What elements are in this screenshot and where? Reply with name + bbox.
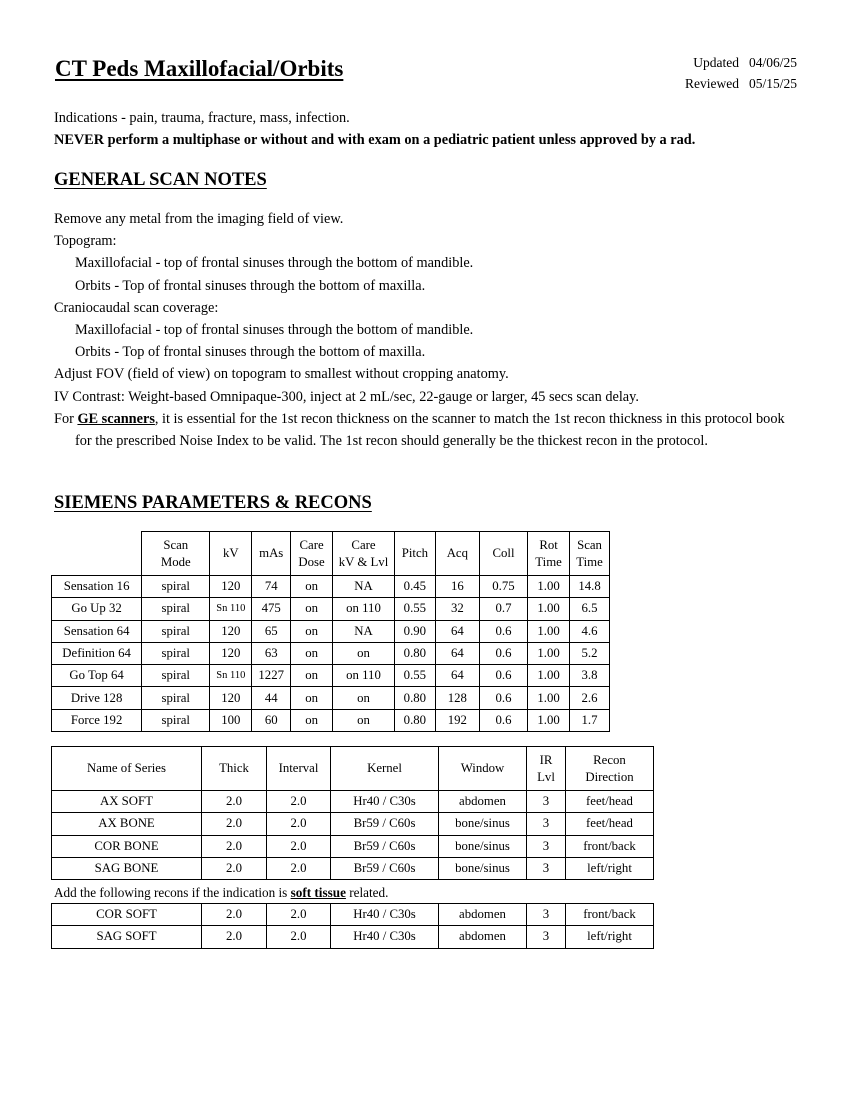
- note-remove-metal: Remove any metal from the imaging field of view.: [54, 211, 344, 227]
- updated-date: 04/06/25: [748, 55, 797, 70]
- cell-scanner: Go Top 64: [52, 665, 142, 687]
- cell-kv: 100: [210, 709, 252, 731]
- cell-coll: 0.6: [479, 620, 527, 642]
- cell-care_dose: on: [291, 642, 333, 664]
- header-window: Window: [439, 747, 527, 791]
- cell-care_kv: on 110: [333, 665, 395, 687]
- soft-tissue-recons-table: [51, 903, 654, 949]
- cell-name: AX SOFT: [52, 791, 202, 813]
- header-acq: Acq: [435, 532, 479, 576]
- cell-care_dose: on: [291, 620, 333, 642]
- parameters-row: [52, 576, 610, 598]
- header-mas: mAs: [252, 532, 291, 576]
- soft-tissue-emphasis: soft tissue: [290, 885, 346, 900]
- cell-ir: 3: [527, 857, 566, 879]
- cell-thick: 2.0: [202, 926, 267, 948]
- cell-mode: spiral: [142, 642, 210, 664]
- cell-acq: 64: [435, 665, 479, 687]
- soft-tissue-recon-row: [52, 926, 654, 948]
- header-ir-level: IR Lvl: [527, 747, 566, 791]
- intro-block: [54, 107, 797, 151]
- cell-window: abdomen: [439, 904, 527, 926]
- cell-time: 3.8: [570, 665, 610, 687]
- cell-care_kv: on: [333, 709, 395, 731]
- cell-window: abdomen: [439, 926, 527, 948]
- cell-thick: 2.0: [202, 857, 267, 879]
- updated-label: Updated: [693, 55, 739, 70]
- cell-time: 2.6: [570, 687, 610, 709]
- cell-mode: spiral: [142, 598, 210, 620]
- cell-mode: spiral: [142, 687, 210, 709]
- cell-window: abdomen: [439, 791, 527, 813]
- cell-mas: 1227: [252, 665, 291, 687]
- cell-time: 5.2: [570, 642, 610, 664]
- parameters-row: [52, 620, 610, 642]
- cell-mode: spiral: [142, 576, 210, 598]
- cell-kv: 120: [210, 576, 252, 598]
- parameters-row: [52, 665, 610, 687]
- cell-mas: 65: [252, 620, 291, 642]
- cell-acq: 64: [435, 620, 479, 642]
- note-topogram-maxillofacial: Maxillofacial - top of frontal sinuses through the bottom of mandible.: [75, 255, 474, 272]
- cell-kv: Sn 110: [210, 598, 252, 620]
- cell-scanner: Force 192: [52, 709, 142, 731]
- cell-coll: 0.7: [479, 598, 527, 620]
- parameters-row: [52, 709, 610, 731]
- cell-care_dose: on: [291, 576, 333, 598]
- header-scan-mode: Scan Mode: [142, 532, 210, 576]
- recon-row: [52, 791, 654, 813]
- cell-care_dose: on: [291, 665, 333, 687]
- cell-pitch: 0.45: [394, 576, 435, 598]
- cell-pitch: 0.90: [394, 620, 435, 642]
- cell-kernel: Hr40 / C30s: [331, 904, 439, 926]
- cell-window: bone/sinus: [439, 813, 527, 835]
- header-thick: Thick: [202, 747, 267, 791]
- cell-dir: left/right: [566, 857, 654, 879]
- header-scan-time: Scan Time: [570, 532, 610, 576]
- cell-kv: 120: [210, 620, 252, 642]
- cell-care_dose: on: [291, 687, 333, 709]
- recon-row: [52, 813, 654, 835]
- cell-dir: left/right: [566, 926, 654, 948]
- cell-pitch: 0.80: [394, 709, 435, 731]
- cell-interval: 2.0: [267, 857, 331, 879]
- cell-name: COR BONE: [52, 835, 202, 857]
- cell-kernel: Br59 / C60s: [331, 813, 439, 835]
- header-blank-cell: [52, 532, 142, 576]
- cell-mas: 475: [252, 598, 291, 620]
- recons-body: [52, 791, 654, 880]
- note-coverage-orbits: Orbits - Top of frontal sinuses through the bottom of maxilla.: [75, 344, 426, 361]
- parameters-body: [52, 576, 610, 732]
- cell-care_kv: on: [333, 687, 395, 709]
- cell-acq: 192: [435, 709, 479, 731]
- cell-scanner: Sensation 16: [52, 576, 142, 598]
- siemens-recons-table: [51, 746, 654, 880]
- cell-coll: 0.75: [479, 576, 527, 598]
- header-interval: Interval: [267, 747, 331, 791]
- cell-rot: 1.00: [528, 598, 570, 620]
- cell-window: bone/sinus: [439, 857, 527, 879]
- cell-pitch: 0.80: [394, 687, 435, 709]
- cell-kv: 120: [210, 687, 252, 709]
- revision-dates: [685, 52, 797, 94]
- multiphase-warning: NEVER perform a multiphase or without and with exam on a pediatric patient unless approved by a rad.: [54, 132, 696, 149]
- cell-kernel: Hr40 / C30s: [331, 791, 439, 813]
- header-pitch: Pitch: [394, 532, 435, 576]
- cell-mas: 63: [252, 642, 291, 664]
- cell-coll: 0.6: [479, 687, 527, 709]
- cell-interval: 2.0: [267, 813, 331, 835]
- cell-scanner: Drive 128: [52, 687, 142, 709]
- cell-kernel: Br59 / C60s: [331, 835, 439, 857]
- cell-ir: 3: [527, 813, 566, 835]
- recon-row: [52, 835, 654, 857]
- cell-rot: 1.00: [528, 687, 570, 709]
- cell-ir: 3: [527, 926, 566, 948]
- cell-coll: 0.6: [479, 642, 527, 664]
- cell-care_dose: on: [291, 709, 333, 731]
- cell-time: 4.6: [570, 620, 610, 642]
- cell-ir: 3: [527, 904, 566, 926]
- cell-coll: 0.6: [479, 709, 527, 731]
- note-ge-scanners: [54, 408, 797, 452]
- cell-pitch: 0.80: [394, 642, 435, 664]
- header-kernel: Kernel: [331, 747, 439, 791]
- parameters-row: [52, 687, 610, 709]
- soft-tissue-recons-body: [52, 904, 654, 949]
- ge-rest: , it is essential for the 1st recon thickness on the scanner to match the 1st recon thickness in this protocol book for the prescribed Noise Index to be valid. The 1st recon should generally be the thickest recon in the protocol.: [75, 410, 785, 450]
- cell-name: SAG SOFT: [52, 926, 202, 948]
- cell-rot: 1.00: [528, 642, 570, 664]
- cell-kernel: Br59 / C60s: [331, 857, 439, 879]
- header-care-kv: Care kV & Lvl: [333, 532, 395, 576]
- cell-thick: 2.0: [202, 813, 267, 835]
- cell-ir: 3: [527, 835, 566, 857]
- ge-prefix: For: [54, 410, 78, 427]
- cell-mode: spiral: [142, 620, 210, 642]
- note-topogram-label: Topogram:: [54, 233, 117, 250]
- header-coll: Coll: [479, 532, 527, 576]
- cell-rot: 1.00: [528, 709, 570, 731]
- cell-ir: 3: [527, 791, 566, 813]
- siemens-heading: SIEMENS PARAMETERS & RECONS: [54, 493, 372, 513]
- cell-mas: 74: [252, 576, 291, 598]
- cell-time: 14.8: [570, 576, 610, 598]
- cell-care_kv: on 110: [333, 598, 395, 620]
- soft-tissue-note: Add the following recons if the indication is soft tissue related.: [54, 885, 389, 900]
- cell-kv: 120: [210, 642, 252, 664]
- cell-mode: spiral: [142, 709, 210, 731]
- cell-rot: 1.00: [528, 620, 570, 642]
- note-coverage-label: Craniocaudal scan coverage:: [54, 299, 219, 316]
- cell-dir: front/back: [566, 904, 654, 926]
- header-kv: kV: [210, 532, 252, 576]
- cell-care_kv: NA: [333, 620, 395, 642]
- cell-kernel: Hr40 / C30s: [331, 926, 439, 948]
- cell-mas: 60: [252, 709, 291, 731]
- cell-rot: 1.00: [528, 576, 570, 598]
- cell-time: 1.7: [570, 709, 610, 731]
- ge-scanners-emphasis: GE scanners: [77, 410, 155, 427]
- recons-header-row: [52, 747, 654, 791]
- note-topogram-orbits: Orbits - Top of frontal sinuses through the bottom of maxilla.: [75, 277, 426, 294]
- header-rot-time: Rot Time: [528, 532, 570, 576]
- siemens-parameters-table: [51, 531, 610, 732]
- parameters-row: [52, 642, 610, 664]
- parameters-header-row: [52, 532, 610, 576]
- cell-dir: front/back: [566, 835, 654, 857]
- cell-coll: 0.6: [479, 665, 527, 687]
- cell-scanner: Sensation 64: [52, 620, 142, 642]
- reviewed-label: Reviewed: [685, 76, 739, 91]
- parameters-row: [52, 598, 610, 620]
- header-recon-direction: Recon Direction: [566, 747, 654, 791]
- cell-care_dose: on: [291, 598, 333, 620]
- cell-dir: feet/head: [566, 813, 654, 835]
- cell-dir: feet/head: [566, 791, 654, 813]
- cell-interval: 2.0: [267, 835, 331, 857]
- indications-text: Indications - pain, trauma, fracture, mass, infection.: [54, 110, 350, 126]
- updated-row: [685, 52, 797, 73]
- note-fov: Adjust FOV (field of view) on topogram to smallest without cropping anatomy.: [54, 366, 509, 383]
- header-care-dose: Care Dose: [291, 532, 333, 576]
- cell-acq: 128: [435, 687, 479, 709]
- header-series-name: Name of Series: [52, 747, 202, 791]
- note-iv-contrast: IV Contrast: Weight-based Omnipaque-300, inject at 2 mL/sec, 22-gauge or larger, 45 secs scan delay.: [54, 388, 639, 405]
- cell-name: SAG BONE: [52, 857, 202, 879]
- cell-interval: 2.0: [267, 904, 331, 926]
- cell-kv: Sn 110: [210, 665, 252, 687]
- general-scan-notes-heading: GENERAL SCAN NOTES: [54, 170, 267, 190]
- cell-acq: 64: [435, 642, 479, 664]
- cell-interval: 2.0: [267, 791, 331, 813]
- note-coverage-maxillofacial: Maxillofacial - top of frontal sinuses through the bottom of mandible.: [75, 322, 474, 339]
- cell-thick: 2.0: [202, 791, 267, 813]
- cell-acq: 16: [435, 576, 479, 598]
- cell-thick: 2.0: [202, 904, 267, 926]
- cell-scanner: Definition 64: [52, 642, 142, 664]
- general-notes-block: [54, 208, 797, 452]
- cell-acq: 32: [435, 598, 479, 620]
- page-title: CT Peds Maxillofacial/Orbits: [55, 56, 344, 81]
- cell-thick: 2.0: [202, 835, 267, 857]
- reviewed-date: 05/15/25: [748, 76, 797, 91]
- cell-window: bone/sinus: [439, 835, 527, 857]
- reviewed-row: [685, 73, 797, 94]
- cell-care_kv: NA: [333, 576, 395, 598]
- cell-time: 6.5: [570, 598, 610, 620]
- recon-row: [52, 857, 654, 879]
- cell-interval: 2.0: [267, 926, 331, 948]
- cell-name: AX BONE: [52, 813, 202, 835]
- cell-pitch: 0.55: [394, 665, 435, 687]
- soft-tissue-recon-row: [52, 904, 654, 926]
- cell-pitch: 0.55: [394, 598, 435, 620]
- cell-mas: 44: [252, 687, 291, 709]
- cell-mode: spiral: [142, 665, 210, 687]
- cell-rot: 1.00: [528, 665, 570, 687]
- cell-name: COR SOFT: [52, 904, 202, 926]
- cell-care_kv: on: [333, 642, 395, 664]
- cell-scanner: Go Up 32: [52, 598, 142, 620]
